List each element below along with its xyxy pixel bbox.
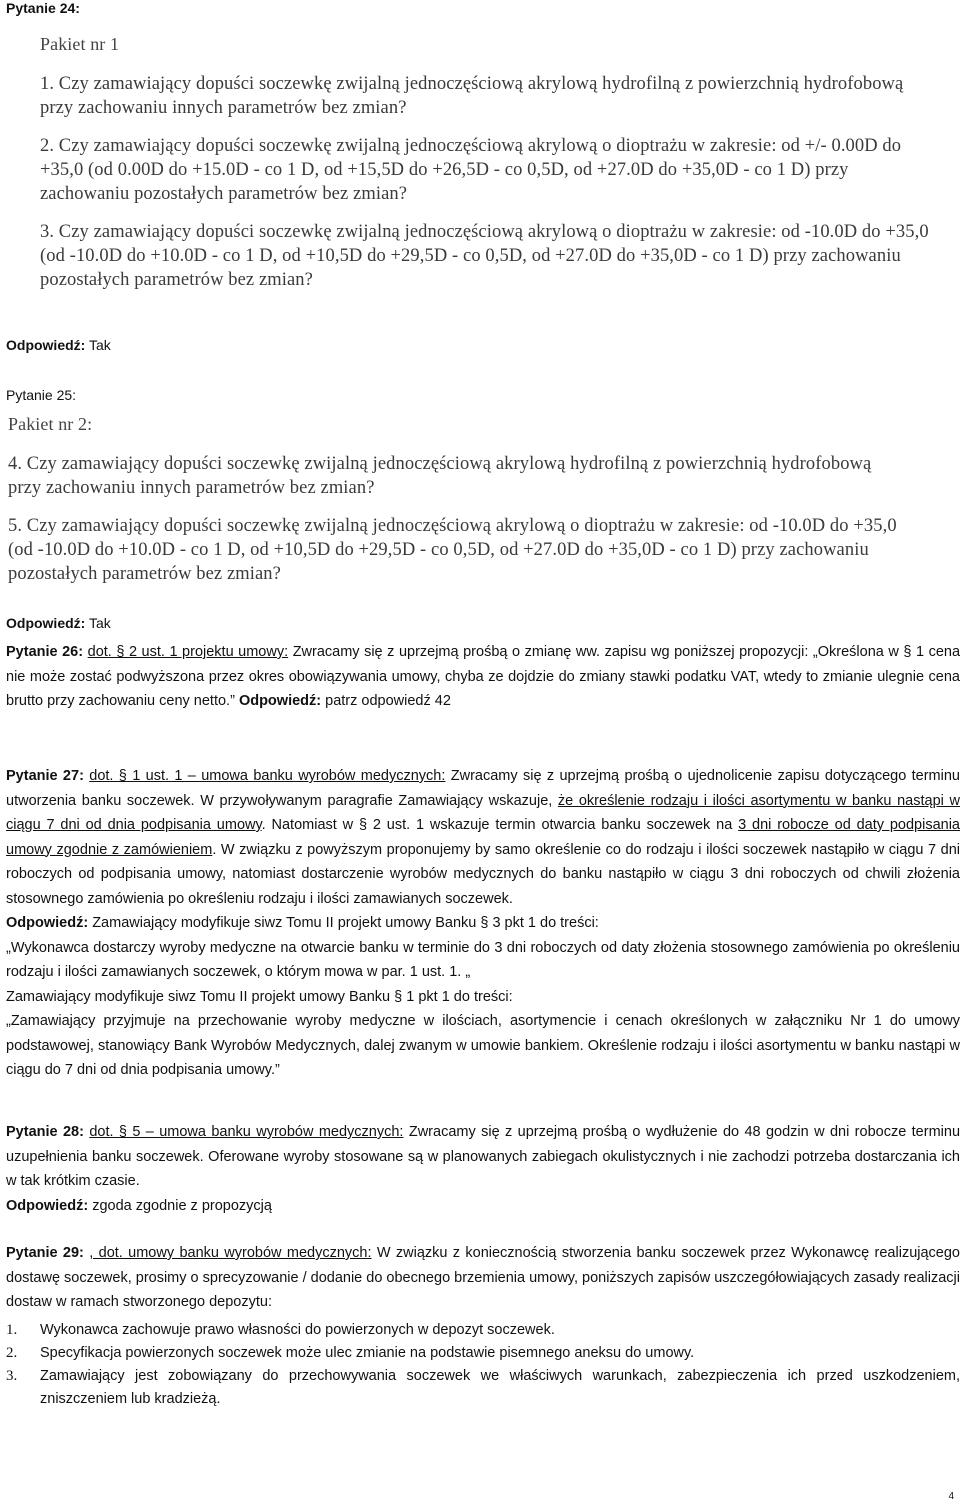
list-item — [6, 1365, 960, 1411]
answer-label: Odpowiedź: — [6, 337, 86, 353]
scan-item-5: 5. Czy zamawiający dopuści soczewkę zwijalną jednoczęściową akrylową o dioptrażu w zakresie: od -10.0D do +35,0 (od -10.0D do +10.0D - co 1 D, od +10,5D do +29,5D - co 0,5D, od +27.0D do +35,0D - co 1 D) przy zachowaniu pozostałych parametrów bez zmian? — [8, 516, 897, 584]
question-27-reference: dot. § 1 ust. 1 – umowa banku wyrobów medycznych: — [89, 768, 446, 784]
answer-text: patrz odpowiedź 42 — [321, 693, 451, 709]
question-26-body: Zwracamy się z uprzejmą prośbą o zmianę ww. zapisu wg poniższej propozycji: „Określona w § 1 cena nie może zostać podwyższona przez okres obowiązywania umowy, chyba ze dojdzie do zmiany stawki podatku VAT, wtedy to zmianie ulegnie cena brutto przy zachowaniu ceny netto.” — [6, 644, 960, 709]
list-item — [6, 1319, 960, 1342]
question-26-reference: dot. § 2 ust. 1 projektu umowy: — [87, 644, 289, 660]
answer-text: Tak — [85, 337, 111, 353]
list-item — [6, 1342, 960, 1365]
answer-label: Odpowiedź: — [6, 615, 86, 631]
scan-item-1: 1. Czy zamawiający dopuści soczewkę zwijalną jednoczęściową akrylową hydrofilną z powierzchnią hydrofobową przy zachowaniu innych parametrów bez zmian? — [40, 74, 904, 118]
list-item-number: 3. — [6, 1368, 18, 1384]
question-29-reference: , dot. umowy banku wyrobów medycznych: — [89, 1245, 372, 1261]
question-24-heading: Pytanie 24: — [6, 0, 80, 16]
question-28 — [6, 1120, 960, 1218]
question-27-quote-1: „Wykonawca dostarczy wyroby medyczne na otwarcie banku w terminie do 3 dni roboczych od daty złożenia stosownego zamówienia po określeniu rodzaju i ilości zamawianych soczewek, o którym mowa w par. 1 ust. 1. „ — [6, 939, 960, 980]
question-25-answer — [6, 615, 111, 631]
answer-text: zgoda zgodnie z propozycją — [88, 1197, 272, 1214]
question-28-heading: Pytanie 28: — [6, 1124, 84, 1140]
scan-item-4: 4. Czy zamawiający dopuści soczewkę zwijalną jednoczęściową akrylową hydrofilną z powierzchnią hydrofobową przy zachowaniu innych parametrów bez zmian? — [8, 454, 872, 498]
question-25-scan — [8, 412, 908, 600]
list-item-text: Wykonawca zachowuje prawo własności do powierzonych w depozyt soczewek. — [40, 1322, 555, 1338]
answer-text: Tak — [85, 615, 111, 631]
list-item-number: 1. — [6, 1322, 18, 1338]
question-27-body-3: . W związku z powyższym proponujemy by samo określenie co do rodzaju i ilości soczewek nastąpiło w ciągu 7 dni roboczych od podpisania umowy, natomiast dostarczenie wyrobów medycznych do banku nastąpiło w ciągu 3 dni roboczych od chwili złożenia stosownego zamówienia po określeniu rodzaju i ilości zamawianych soczewek. — [6, 841, 960, 907]
question-29-body: W związku z koniecznością stworzenia banku soczewek przez Wykonawcę realizującego dostawę soczewek, prosimy o sprecyzowanie / dodanie do obecnego brzemienia umowy, poniższych zapisów uszczegółowiających zasady realizacji dostaw w ramach stworzonego depozytu: — [6, 1245, 960, 1310]
answer-label: Odpowiedź: — [6, 915, 89, 931]
packet-1-title: Pakiet nr 1 — [40, 34, 120, 54]
question-29-list — [6, 1319, 960, 1411]
question-26-heading: Pytanie 26: — [6, 644, 84, 660]
packet-2-title: Pakiet nr 2: — [8, 414, 93, 434]
question-27-heading: Pytanie 27: — [6, 768, 84, 784]
list-item-number: 2. — [6, 1345, 18, 1361]
question-27-underline-1: że określenie rodzaju i ilości asortymentu w banku nastąpi w ciągu 7 dni od dnia podpisania umowy — [6, 792, 960, 833]
question-27-quote-2: „Zamawiający przyjmuje na przechowanie wyroby medyczne w ilościach, asortymencie i cenach określonych w załączniku Nr 1 do umowy podstawowej, stanowiący Bank Wyrobów Medycznych, dalej zwanym w umowie bankiem. Określenie rodzaju i ilości asortymentu w banku nastąpi w ciągu do 7 dni od dnia podpisania umowy.” — [6, 1013, 960, 1078]
answer-label: Odpowiedź: — [6, 1197, 89, 1214]
question-27 — [6, 764, 960, 1083]
question-28-reference: dot. § 5 – umowa banku wyrobów medycznych: — [89, 1124, 404, 1140]
question-24-answer — [6, 337, 111, 353]
question-27-modification-2: Zamawiający modyfikuje siwz Tomu II projekt umowy Banku § 1 pkt 1 do treści: — [6, 988, 513, 1005]
question-27-underline-2: 3 dni robocze od daty podpisania umowy zgodnie z zamówieniem — [6, 817, 960, 858]
question-29 — [6, 1241, 960, 1315]
question-27-body-1: Zwracamy się z uprzejmą prośbą o ujednolicenie zapisu dotyczącego terminu utworzenia banku soczewek. W przywoływanym paragrafie Zamawiający wskazuje, — [6, 768, 960, 809]
scan-item-3: 3. Czy zamawiający dopuści soczewkę zwijalną jednoczęściową akrylową o dioptrażu w zakresie: od -10.0D do +35,0 (od -10.0D do +10.0D - co 1 D, od +10,5D do +29,5D - co 0,5D, od +27.0D do +35,0D - co 1 D) przy zachowaniu pozostałych parametrów bez zmian? — [40, 222, 929, 290]
list-item-text: Zamawiający jest zobowiązany do przechowywania soczewek we właściwych warunkach, zabezpieczenia ich przed uszkodzeniem, zniszczeniem lub kradzieżą. — [40, 1368, 960, 1407]
question-29-heading: Pytanie 29: — [6, 1245, 84, 1261]
question-25-heading: Pytanie 25: — [6, 387, 77, 403]
question-26 — [6, 640, 960, 714]
page-number: 4 — [948, 1491, 954, 1502]
answer-label: Odpowiedź: — [238, 693, 322, 709]
question-24-scan — [40, 32, 930, 306]
question-28-body: Zwracamy się z uprzejmą prośbą o wydłużenie do 48 godzin w dni robocze terminu uzupełnienia banku soczewek. Oferowane wyroby stosowane są w planowanych zabiegach okulistycznych i nie zachodzi potrzeba dostarczania ich w tak krótkim czasie. — [6, 1124, 960, 1189]
question-27-body-2: . Natomiast w § 2 ust. 1 wskazuje termin otwarcia banku soczewek na — [261, 817, 739, 833]
answer-text: Zamawiający modyfikuje siwz Tomu II projekt umowy Banku § 3 pkt 1 do treści: — [88, 915, 599, 931]
list-item-text: Specyfikacja powierzonych soczewek może ulec zmianie na podstawie pisemnego aneksu do umowy. — [40, 1345, 695, 1361]
scan-item-2: 2. Czy zamawiający dopuści soczewkę zwijalną jednoczęściową akrylową o dioptrażu w zakresie: od +/- 0.00D do +35,0 (od 0.00D do +15.0D - co 1 D, od +15,5D do +26,5D - co 0,5D, od +27.0D do +35,0D - co 1 D) przy zachowaniu pozostałych parametrów bez zmian? — [40, 136, 902, 204]
